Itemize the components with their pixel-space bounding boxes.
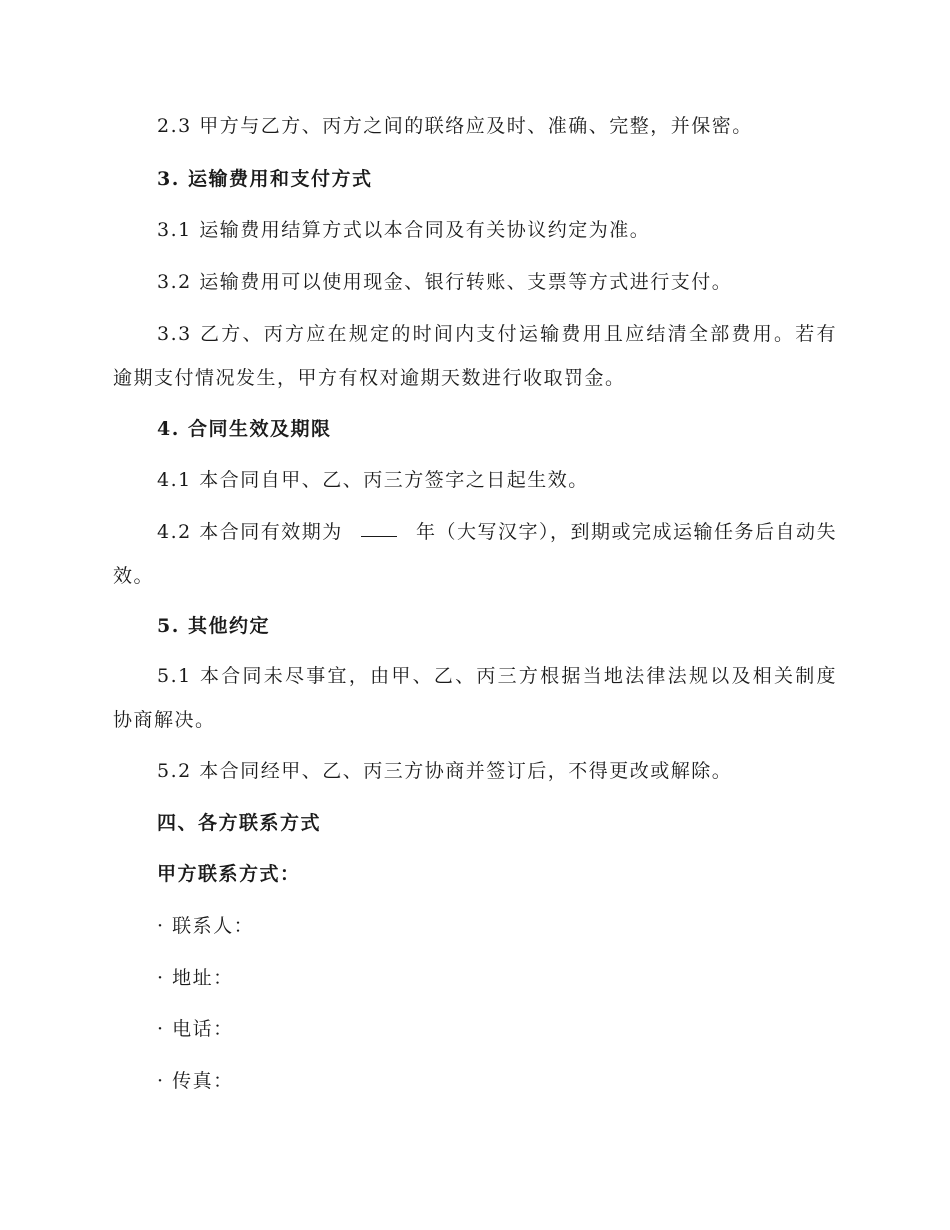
section-four-heading: 四、各方联系方式 [157,812,322,834]
clause-4-2-line-2: 效。 [113,565,155,587]
blank-term-years [361,520,397,537]
clause-4-2-line-1 [157,520,837,544]
contact-person-label: · 联系人： [157,915,255,937]
clause-4-1: 4.1 本合同自甲、乙、丙三方签字之日起生效。 [157,469,589,491]
clause-3-3-line-1: 3.3 乙方、丙方应在规定的时间内支付运输费用且应结清全部费用。若有 [157,323,837,345]
clause-3-3-line-2: 逾期支付情况发生，甲方有权对逾期天数进行收取罚金。 [113,367,626,389]
party-a-contact-heading: 甲方联系方式： [157,863,301,885]
address-label: · 地址： [157,967,234,989]
clause-5-1-line-2: 协商解决。 [113,709,216,731]
clause-3-2: 3.2 运输费用可以使用现金、银行转账、支票等方式进行支付。 [157,271,733,293]
phone-label: · 电话： [157,1018,234,1040]
clause-4-2-prefix: 4.2 本合同有效期为 [157,521,343,543]
clause-3-1: 3.1 运输费用结算方式以本合同及有关协议约定为准。 [157,219,651,241]
section-3-heading: 3. 运输费用和支付方式 [157,168,373,190]
clause-4-2-suffix: 年（大写汉字），到期或完成运输任务后自动失 [415,521,837,543]
section-5-heading: 5. 其他约定 [157,615,270,637]
fax-label: · 传真： [157,1070,234,1092]
clause-5-2: 5.2 本合同经甲、乙、丙三方协商并签订后，不得更改或解除。 [157,760,733,782]
clause-5-1-line-1: 5.1 本合同未尽事宜，由甲、乙、丙三方根据当地法律法规以及相关制度 [157,665,837,687]
section-4-heading: 4. 合同生效及期限 [157,418,332,440]
clause-2-3: 2.3 甲方与乙方、丙方之间的联络应及时、准确、完整，并保密。 [157,115,753,137]
